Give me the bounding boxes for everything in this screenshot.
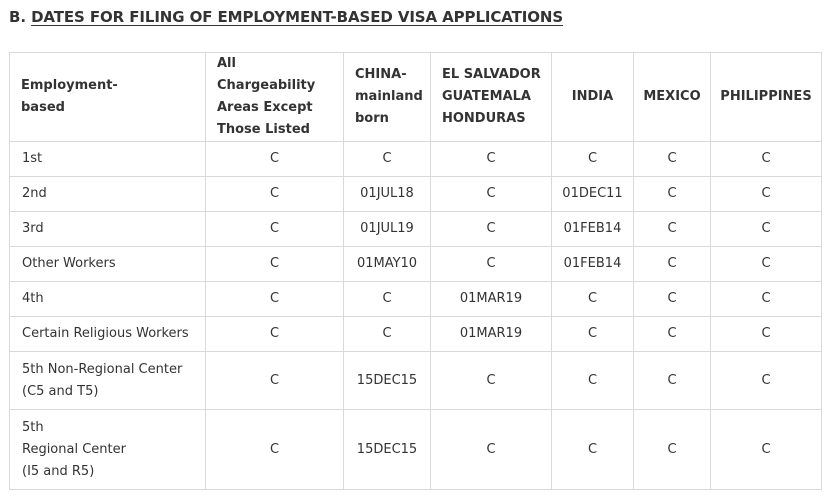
header-el-salvador-guatemala-honduras — [431, 53, 552, 142]
cell-india: C — [552, 282, 634, 317]
header-employment-based — [10, 53, 206, 142]
cell-china: 15DEC15 — [344, 410, 431, 490]
header-china — [344, 53, 431, 142]
visa-dates-table — [9, 52, 822, 490]
row-category — [10, 352, 206, 410]
cell-all-chargeability: C — [206, 317, 344, 352]
cell-all-chargeability: C — [206, 410, 344, 490]
row-category — [10, 177, 206, 212]
cell-all-chargeability: C — [206, 142, 344, 177]
cell-india: C — [552, 317, 634, 352]
cell-india: C — [552, 410, 634, 490]
table-row — [10, 282, 822, 317]
cell-india: 01DEC11 — [552, 177, 634, 212]
cell-china: 01JUL19 — [344, 212, 431, 247]
cell-philippines: C — [711, 177, 822, 212]
cell-all-chargeability: C — [206, 352, 344, 410]
table-row — [10, 177, 822, 212]
category-line: Regional Center — [22, 441, 126, 457]
cell-mexico: C — [634, 352, 711, 410]
cell-india: 01FEB14 — [552, 247, 634, 282]
cell-el-salvador: C — [431, 142, 552, 177]
header-all-chargeability — [206, 53, 344, 142]
cell-all-chargeability: C — [206, 282, 344, 317]
table-row — [10, 212, 822, 247]
table-row — [10, 247, 822, 282]
cell-el-salvador: 01MAR19 — [431, 282, 552, 317]
cell-el-salvador: 01MAR19 — [431, 317, 552, 352]
header-line: born — [355, 111, 389, 126]
header-line: All Chargeability — [217, 56, 316, 93]
header-line: HONDURAS — [442, 111, 526, 126]
cell-philippines: C — [711, 142, 822, 177]
cell-china: C — [344, 142, 431, 177]
cell-china: 15DEC15 — [344, 352, 431, 410]
row-category — [10, 317, 206, 352]
section-heading — [9, 8, 563, 26]
table-row — [10, 142, 822, 177]
table-row — [10, 410, 822, 490]
header-philippines: PHILIPPINES — [711, 53, 822, 142]
table-row — [10, 317, 822, 352]
category-line: (C5 and T5) — [22, 383, 99, 399]
category-line: Other Workers — [22, 256, 116, 271]
cell-mexico: C — [634, 317, 711, 352]
header-line: Those Listed — [217, 122, 310, 137]
cell-india: C — [552, 352, 634, 410]
cell-all-chargeability: C — [206, 177, 344, 212]
cell-mexico: C — [634, 142, 711, 177]
category-line: 4th — [22, 291, 44, 306]
cell-mexico: C — [634, 282, 711, 317]
header-line: GUATEMALA — [442, 89, 531, 104]
cell-india: 01FEB14 — [552, 212, 634, 247]
cell-el-salvador: C — [431, 177, 552, 212]
cell-mexico: C — [634, 247, 711, 282]
header-line: Areas Except — [217, 100, 313, 115]
row-category — [10, 247, 206, 282]
cell-china: 01MAY10 — [344, 247, 431, 282]
row-category — [10, 212, 206, 247]
cell-all-chargeability: C — [206, 247, 344, 282]
cell-el-salvador: C — [431, 247, 552, 282]
cell-philippines: C — [711, 247, 822, 282]
section-title: DATES FOR FILING OF EMPLOYMENT-BASED VISA APPLICATIONS — [31, 8, 564, 26]
category-line: 2nd — [22, 186, 47, 201]
cell-philippines: C — [711, 282, 822, 317]
header-line: mainland — [355, 89, 423, 104]
header-line: based — [21, 100, 65, 115]
cell-mexico: C — [634, 410, 711, 490]
table-header-row — [10, 53, 822, 142]
cell-all-chargeability: C — [206, 212, 344, 247]
header-line: CHINA- — [355, 67, 407, 82]
header-line: EL SALVADOR — [442, 67, 541, 82]
cell-india: C — [552, 142, 634, 177]
cell-mexico: C — [634, 212, 711, 247]
category-line: 1st — [22, 151, 43, 166]
category-line: 5th Non-Regional Center — [22, 361, 183, 377]
category-line: 3rd — [22, 221, 44, 236]
row-category — [10, 142, 206, 177]
cell-el-salvador: C — [431, 212, 552, 247]
section-prefix: B. — [9, 8, 26, 26]
cell-china: C — [344, 317, 431, 352]
category-line: Certain Religious Workers — [22, 326, 189, 341]
cell-el-salvador: C — [431, 352, 552, 410]
cell-mexico: C — [634, 177, 711, 212]
row-category — [10, 282, 206, 317]
cell-philippines: C — [711, 212, 822, 247]
category-line: 5th — [22, 419, 44, 435]
table-row — [10, 352, 822, 410]
cell-el-salvador: C — [431, 410, 552, 490]
header-line: Employment- — [21, 78, 118, 93]
cell-philippines: C — [711, 352, 822, 410]
cell-philippines: C — [711, 410, 822, 490]
row-category — [10, 410, 206, 490]
cell-china: C — [344, 282, 431, 317]
header-mexico: MEXICO — [634, 53, 711, 142]
cell-philippines: C — [711, 317, 822, 352]
header-india: INDIA — [552, 53, 634, 142]
category-line: (I5 and R5) — [22, 463, 95, 479]
cell-china: 01JUL18 — [344, 177, 431, 212]
